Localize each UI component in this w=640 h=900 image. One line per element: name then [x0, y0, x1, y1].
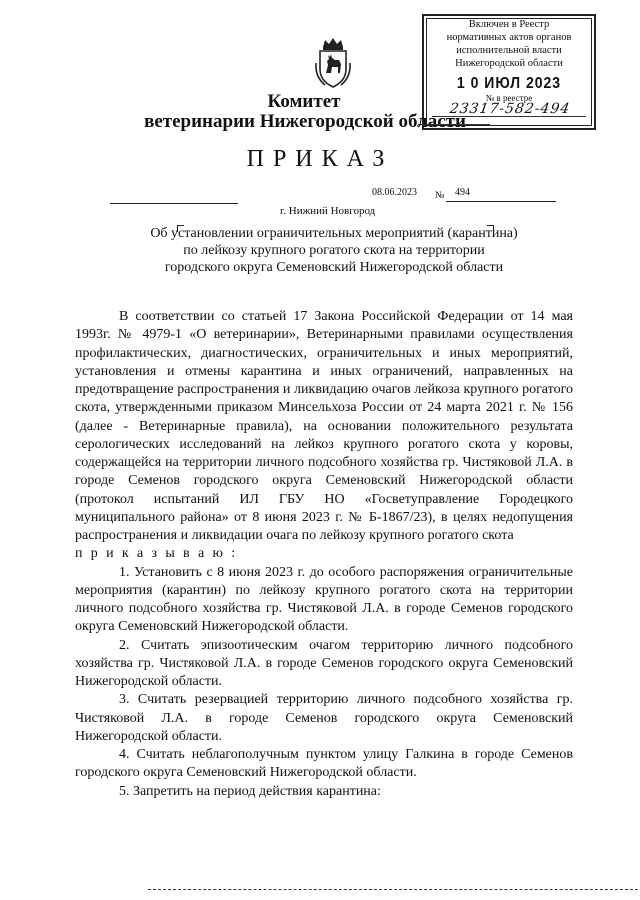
- number-sign: №: [435, 190, 445, 201]
- issue-city: г. Нижний Новгород: [280, 205, 376, 217]
- document-type-title: ПРИКАЗ: [246, 146, 394, 172]
- document-number: 494: [455, 187, 470, 198]
- order-word: п р и к а з ы в а ю :: [75, 546, 238, 562]
- order-item-4: 4. Считать неблагополучным пунктом улицу Галкина в городе Семенов городского округа Семеновский Нижегородской области.: [75, 747, 573, 781]
- stamp-line-1: Включен в Реестр: [468, 19, 550, 30]
- order-item-1: 1. Установить с 8 июня 2023 г. до особого распоряжения ограничительные мероприятия (карантин) по лейкозу крупного рогатого скота на территории личного подсобного хозяйства гр. Чистяковой Л.А. в городе Семенов городского округа Семеновский Нижегородской области.: [75, 564, 573, 635]
- document-date: 08.06.2023: [372, 187, 417, 198]
- document-subject: Об установлении ограничительных мероприятий (карантина) по лейкозу крупного рогатого скота на территории городского округа Семеновский Нижегородской области: [150, 226, 518, 275]
- number-blank-line: [446, 201, 556, 202]
- stamp-line-2: нормативных актов органов: [446, 32, 572, 43]
- stamp-regno: 23317-582-494: [448, 101, 572, 117]
- document-body: [75, 308, 573, 801]
- preamble-paragraph: В соответствии со статьей 17 Закона Российской Федерации от 14 мая 1993г. № 4979-1 «О ветеринарии», Ветеринарными правилами осуществления профилактических, диагностических, ограничительных и иных мероприятий, установления и отмены карантина и иных ограничений, направленных на предотвращение распространения и ликвидацию очагов лейкоза крупного рогатого скота, утвержденными приказом Минсельхоза России от 24 марта 2021 г. № 156 (далее - Ветеринарные правила), на основании положительного результата серологических исследований на лейкоз крупного рогатого скота у коровы, содержащейся на территории личного подсобного хозяйства гр. Чистяковой Л.А. в городе Семенов городского округа Семеновский Нижегородской области (протокол испытаний ИЛ ГБУ НО «Госветуправление Городецкого муниципального района» от 8 июня 2023 г. № Б-1867/23), в целях недопущения распространения и ликвидации очага по лейкозу крупного рогатого скота: [75, 309, 573, 543]
- order-item-2: 2. Считать эпизоотическим очагом территорию личного подсобного хозяйства гр. Чистяковой Л.А. в городе Семенов городского округа Семеновский Нижегородской области.: [75, 637, 573, 689]
- stamp-line-4: Нижегородской области: [455, 58, 563, 69]
- order-item-3: 3. Считать резервацией территорию личного подсобного хозяйства гр. Чистяковой Л.А. в городе Семенов городского округа Семеновский Нижегородской области.: [75, 692, 573, 744]
- coat-of-arms-icon: [313, 37, 353, 89]
- stamp-line-3: исполнительной власти: [456, 45, 562, 56]
- footer-cut-line: [148, 889, 638, 890]
- date-blank-line: [110, 203, 238, 204]
- org-name-line-2: ветеринарии Нижегородской области: [144, 111, 466, 132]
- stamp-regno-label: № в реестре: [485, 93, 533, 103]
- stamp-date: 1 0 ИЮЛ 2023: [456, 72, 562, 92]
- order-item-5: 5. Запретить на период действия карантина:: [119, 783, 381, 799]
- overlap-strike: [418, 124, 490, 125]
- org-name-line-1: Комитет: [267, 91, 341, 112]
